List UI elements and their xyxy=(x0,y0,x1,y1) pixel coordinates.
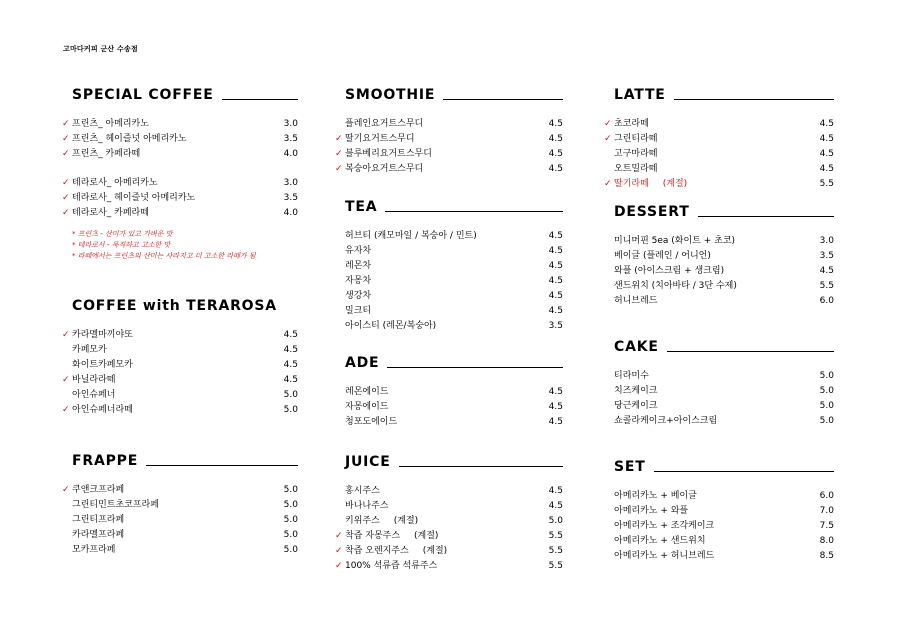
item-price: 4.5 xyxy=(548,164,563,174)
menu-item xyxy=(614,369,834,384)
item-name: 생강차 xyxy=(345,291,372,301)
menu-item xyxy=(335,132,563,147)
item-name: 쿠앤크프라페 xyxy=(72,485,125,495)
menu-item xyxy=(335,544,563,559)
menu-item xyxy=(62,191,298,206)
item-name: 프린츠_ 아메리카노 xyxy=(72,119,149,129)
menu-item xyxy=(614,384,834,399)
title-rule xyxy=(698,216,834,217)
item-name: 바나나주스 xyxy=(345,501,389,511)
item-price: 5.0 xyxy=(283,500,298,510)
menu-item xyxy=(62,328,298,343)
item-note: (계절) xyxy=(393,516,419,526)
menu-item xyxy=(604,177,834,192)
item-name: 허브티 (캐모마일 / 복숭아 / 민트) xyxy=(345,231,477,241)
item-price: 4.5 xyxy=(548,387,563,397)
menu-list xyxy=(614,369,834,429)
menu-item xyxy=(62,483,298,498)
section-title xyxy=(614,337,834,355)
item-price: 4.5 xyxy=(548,402,563,412)
item-name: 레몬차 xyxy=(345,261,372,271)
check-icon: ✓ xyxy=(62,405,70,415)
menu-item xyxy=(604,117,834,132)
item-name: 그린티민트초코프라페 xyxy=(72,500,159,510)
menu-item xyxy=(614,147,834,162)
item-price: 4.5 xyxy=(548,486,563,496)
item-name: 티라미수 xyxy=(614,371,649,381)
menu-item xyxy=(614,534,834,549)
item-price: 3.5 xyxy=(283,193,298,203)
section-title xyxy=(345,353,563,371)
note-line: * 라떼에서는 프린츠의 산미는 사라지고 더 고소한 라떼가 됨 xyxy=(72,252,256,260)
item-name: 오트밀라떼 xyxy=(614,164,658,174)
item-price: 4.0 xyxy=(283,208,298,218)
item-price: 5.0 xyxy=(283,390,298,400)
item-name: 아메리카노 + 와플 xyxy=(614,506,689,516)
item-price: 4.5 xyxy=(283,345,298,355)
section-title-text: DESSERT xyxy=(614,204,690,220)
item-price: 5.5 xyxy=(548,561,563,571)
note-line: * 프린츠 - 산미가 있고 가벼운 맛 xyxy=(72,230,173,238)
menu-list xyxy=(62,117,298,162)
item-name: 치즈케이크 xyxy=(614,386,658,396)
title-rule xyxy=(654,471,834,472)
item-name: 자몽에이드 xyxy=(345,402,389,412)
item-name: 유자차 xyxy=(345,246,372,256)
item-price: 5.5 xyxy=(548,546,563,556)
menu-item xyxy=(345,244,563,259)
menu-item xyxy=(72,513,298,528)
section-title-text: ADE xyxy=(345,355,380,371)
menu-item xyxy=(614,234,834,249)
item-name: 와플 (아이스크림 + 생크림) xyxy=(614,266,725,276)
item-name: 100% 석류즙 석류주스 xyxy=(345,561,438,571)
item-name: 블루베리요거트스무디 xyxy=(345,149,432,159)
item-price: 4.5 xyxy=(548,417,563,427)
item-price: 5.0 xyxy=(548,516,563,526)
item-price: 4.5 xyxy=(819,119,834,129)
item-name: 미니머핀 5ea (화이트 + 초코) xyxy=(614,236,736,246)
section-tea xyxy=(345,197,563,334)
menu-list xyxy=(62,328,298,418)
check-icon: ✓ xyxy=(62,193,70,203)
note-line: * 테라로사 - 묵직하고 고소한 맛 xyxy=(72,241,171,249)
check-icon: ✓ xyxy=(62,149,70,159)
section-title-text: JUICE xyxy=(345,454,391,470)
check-icon: ✓ xyxy=(335,164,343,174)
item-price: 6.0 xyxy=(819,491,834,501)
item-price: 5.0 xyxy=(819,416,834,426)
item-price: 4.5 xyxy=(548,149,563,159)
item-name: 테라로사_ 카페라떼 xyxy=(72,208,149,218)
item-price: 3.5 xyxy=(283,134,298,144)
menu-item xyxy=(345,499,563,514)
menu-item xyxy=(614,294,834,309)
item-name: 키위주스 xyxy=(345,516,380,526)
menu-item xyxy=(72,543,298,558)
section-special-coffee xyxy=(62,85,298,262)
item-price: 4.5 xyxy=(819,266,834,276)
menu-item xyxy=(62,206,298,221)
section-title xyxy=(345,452,563,470)
title-rule xyxy=(387,367,563,368)
item-name: 베이글 (플레인 / 어니언) xyxy=(614,251,711,261)
menu-item xyxy=(345,319,563,334)
check-icon: ✓ xyxy=(335,134,343,144)
item-note: (계절) xyxy=(422,546,448,556)
menu-item xyxy=(345,304,563,319)
menu-item xyxy=(345,289,563,304)
item-price: 4.5 xyxy=(283,330,298,340)
item-name: 당근케이크 xyxy=(614,401,658,411)
item-name: 착즙 오렌지주스 xyxy=(345,546,409,556)
menu-list xyxy=(614,489,834,564)
menu-item xyxy=(614,279,834,294)
section-title xyxy=(614,202,834,220)
item-price: 7.0 xyxy=(819,506,834,516)
title-rule xyxy=(146,465,298,466)
menu-item xyxy=(345,229,563,244)
item-price: 5.0 xyxy=(283,485,298,495)
menu-item xyxy=(62,132,298,147)
title-rule xyxy=(443,99,563,100)
item-name: 홍시주스 xyxy=(345,486,380,496)
menu-item xyxy=(335,529,563,544)
check-icon: ✓ xyxy=(62,134,70,144)
check-icon: ✓ xyxy=(62,485,70,495)
item-price: 3.5 xyxy=(819,251,834,261)
title-rule xyxy=(385,211,563,212)
check-icon: ✓ xyxy=(335,546,343,556)
menu-item xyxy=(345,514,563,529)
item-name: 청포도에이드 xyxy=(345,417,398,427)
menu-list xyxy=(335,484,563,574)
item-note: (계절) xyxy=(662,179,688,189)
item-name: 고구마라떼 xyxy=(614,149,658,159)
menu-item xyxy=(335,559,563,574)
item-name: 아인슈페너라떼 xyxy=(72,405,133,415)
title-rule xyxy=(399,466,563,467)
item-price: 5.0 xyxy=(283,405,298,415)
item-price: 7.5 xyxy=(819,521,834,531)
item-price: 4.5 xyxy=(548,501,563,511)
item-price: 5.0 xyxy=(819,386,834,396)
check-icon: ✓ xyxy=(62,375,70,385)
section-title-text: FRAPPE xyxy=(72,453,139,469)
menu-item xyxy=(614,249,834,264)
section-smoothie xyxy=(335,85,563,177)
item-price: 5.0 xyxy=(819,401,834,411)
item-name: 카라멜프라페 xyxy=(72,530,125,540)
menu-item xyxy=(62,176,298,191)
item-name: 아메리카노 + 조각케이크 xyxy=(614,521,715,531)
item-name: 아인슈페너 xyxy=(72,390,116,400)
item-price: 8.0 xyxy=(819,536,834,546)
item-name: 프린츠_ 헤이즐넛 아메리카노 xyxy=(72,134,187,144)
item-name: 복숭아요거트스무디 xyxy=(345,164,424,174)
section-title-text: SPECIAL COFFEE xyxy=(72,87,214,103)
menu-item xyxy=(614,504,834,519)
item-price: 4.5 xyxy=(548,134,563,144)
section-ade xyxy=(345,353,563,430)
item-name: 카페모카 xyxy=(72,345,107,355)
item-price: 4.0 xyxy=(283,149,298,159)
item-price: 4.5 xyxy=(819,134,834,144)
store-name: 고마다커피 군산 수송점 xyxy=(63,45,138,53)
menu-item xyxy=(335,147,563,162)
item-price: 4.5 xyxy=(283,375,298,385)
item-price: 4.5 xyxy=(819,164,834,174)
menu-item xyxy=(72,388,298,403)
menu-list xyxy=(62,483,298,558)
section-title xyxy=(345,85,563,103)
item-price: 4.5 xyxy=(548,231,563,241)
section-set xyxy=(614,457,834,564)
item-name: 테라로사_ 아메리카노 xyxy=(72,178,158,188)
item-note: (계절) xyxy=(414,531,439,541)
menu-item xyxy=(72,528,298,543)
check-icon: ✓ xyxy=(62,119,70,129)
check-icon: ✓ xyxy=(604,179,612,189)
menu-item xyxy=(62,373,298,388)
menu-list xyxy=(614,234,834,309)
title-rule xyxy=(674,99,834,100)
menu-item xyxy=(62,403,298,418)
section-coffee-terarosa xyxy=(62,296,298,418)
menu-list xyxy=(345,229,563,334)
item-name: 자몽차 xyxy=(345,276,372,286)
section-juice xyxy=(335,452,563,574)
item-price: 4.5 xyxy=(548,119,563,129)
item-price: 8.5 xyxy=(819,551,834,561)
menu-item xyxy=(614,519,834,534)
item-name: 그린티라떼 xyxy=(614,134,658,144)
item-price: 4.5 xyxy=(283,360,298,370)
menu-item xyxy=(345,274,563,289)
section-title-text: SMOOTHIE xyxy=(345,87,436,103)
section-latte xyxy=(604,85,834,192)
item-name: 아메리카노 + 베이글 xyxy=(614,491,697,501)
item-name: 쇼콜라케이크+아이스크림 xyxy=(614,416,718,426)
section-cake xyxy=(614,337,834,429)
item-name: 그린티프라페 xyxy=(72,515,125,525)
item-price: 5.0 xyxy=(283,515,298,525)
menu-list xyxy=(335,117,563,177)
menu-item xyxy=(345,484,563,499)
menu-item xyxy=(72,343,298,358)
menu-item xyxy=(604,132,834,147)
item-price: 5.5 xyxy=(819,281,834,291)
item-name: 카라멜마끼야또 xyxy=(72,330,133,340)
menu-item xyxy=(72,358,298,373)
menu-item xyxy=(345,117,563,132)
item-price: 4.5 xyxy=(548,276,563,286)
section-title-text: LATTE xyxy=(614,87,666,103)
item-price: 3.0 xyxy=(819,236,834,246)
section-dessert xyxy=(614,202,834,309)
item-name: 샌드위치 (치아바타 / 3단 수제) xyxy=(614,281,737,291)
menu-item xyxy=(614,414,834,429)
item-name: 플레인요거트스무디 xyxy=(345,119,424,129)
menu-item xyxy=(345,400,563,415)
section-frappe xyxy=(62,451,298,558)
menu-item xyxy=(335,162,563,177)
title-rule xyxy=(222,99,298,100)
item-name: 착즙 자몽주스 xyxy=(345,531,401,541)
item-price: 5.0 xyxy=(283,530,298,540)
section-title xyxy=(614,457,834,475)
menu-item xyxy=(614,489,834,504)
item-name: 아이스티 (레몬/복숭아) xyxy=(345,321,437,331)
item-name: 딸기라떼 xyxy=(614,179,649,189)
item-name: 화이트카페모카 xyxy=(72,360,133,370)
check-icon: ✓ xyxy=(62,330,70,340)
item-name: 초코라떼 xyxy=(614,119,649,129)
item-price: 4.5 xyxy=(548,246,563,256)
menu-item xyxy=(614,549,834,564)
section-title xyxy=(345,197,563,215)
item-price: 4.5 xyxy=(548,291,563,301)
item-price: 3.5 xyxy=(548,321,563,331)
item-price: 6.0 xyxy=(819,296,834,306)
item-name: 레몬에이드 xyxy=(345,387,389,397)
menu-item xyxy=(614,162,834,177)
item-name: 딸기요거트스무디 xyxy=(345,134,415,144)
item-name: 프린츠_ 카페라떼 xyxy=(72,149,141,159)
menu-item xyxy=(62,147,298,162)
item-name: 바닐라라떼 xyxy=(72,375,116,385)
check-icon: ✓ xyxy=(604,119,612,129)
item-price: 3.0 xyxy=(283,119,298,129)
check-icon: ✓ xyxy=(62,208,70,218)
menu-item xyxy=(614,399,834,414)
check-icon: ✓ xyxy=(335,561,343,571)
section-title xyxy=(72,296,298,314)
notes xyxy=(72,229,298,262)
item-name: 허니브레드 xyxy=(614,296,658,306)
item-name: 아메리카노 + 샌드위치 xyxy=(614,536,706,546)
section-title-text: CAKE xyxy=(614,339,659,355)
menu-item xyxy=(72,498,298,513)
item-price: 4.5 xyxy=(548,261,563,271)
item-name: 밀크티 xyxy=(345,306,372,316)
menu-list xyxy=(62,162,298,221)
item-price: 5.0 xyxy=(283,545,298,555)
item-price: 5.5 xyxy=(548,531,563,541)
menu-list xyxy=(604,117,834,192)
item-name: 테라로사_ 헤이즐넛 아메리카노 xyxy=(72,193,196,203)
item-name: 모카프라페 xyxy=(72,545,116,555)
menu-list xyxy=(345,385,563,430)
check-icon: ✓ xyxy=(604,134,612,144)
item-price: 3.0 xyxy=(283,178,298,188)
check-icon: ✓ xyxy=(335,149,343,159)
title-rule xyxy=(667,351,834,352)
section-title-text: SET xyxy=(614,459,646,475)
section-title-text: TEA xyxy=(345,199,378,215)
section-title-text: COFFEE with TERAROSA xyxy=(72,298,277,314)
section-title xyxy=(614,85,834,103)
item-price: 4.5 xyxy=(819,149,834,159)
menu-item xyxy=(614,264,834,279)
menu-item xyxy=(62,117,298,132)
check-icon: ✓ xyxy=(62,178,70,188)
menu-item xyxy=(345,385,563,400)
check-icon: ✓ xyxy=(335,531,343,541)
item-price: 4.5 xyxy=(548,306,563,316)
item-price: 5.5 xyxy=(819,179,834,189)
item-name: 아메리카노 + 허니브레드 xyxy=(614,551,715,561)
section-title xyxy=(72,85,298,103)
section-title xyxy=(72,451,298,469)
menu-item xyxy=(345,415,563,430)
menu-item xyxy=(345,259,563,274)
item-price: 5.0 xyxy=(819,371,834,381)
